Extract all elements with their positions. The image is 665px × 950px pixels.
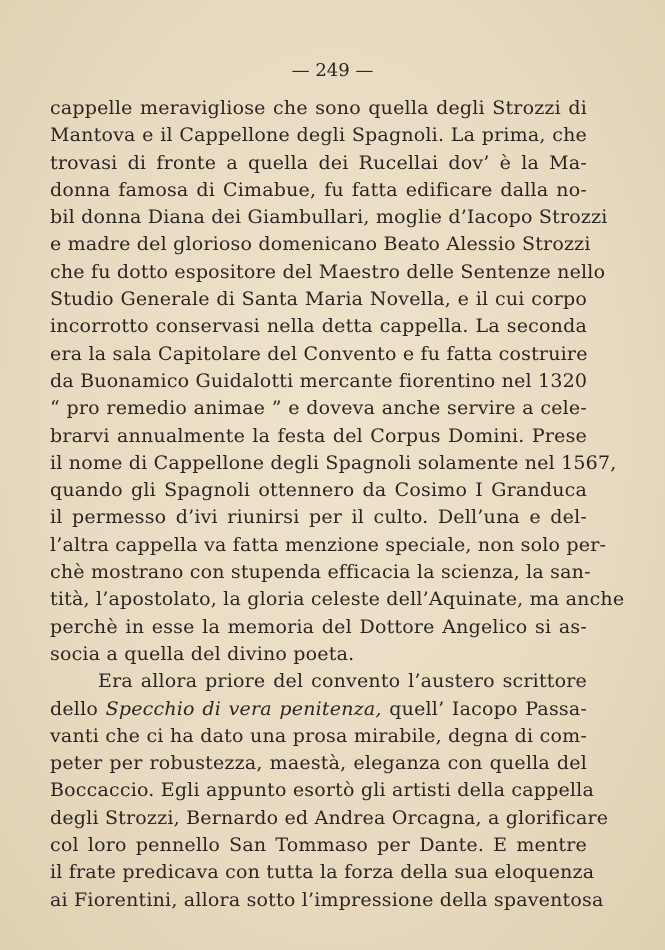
text-line [50, 696, 587, 723]
text-line: “ pro remedio animae ” e doveva anche servire a cele- [50, 397, 587, 420]
text-line: Era allora priore del convento l’austero scrittore [98, 670, 587, 693]
text-line: il nome di Cappellone degli Spagnoli solamente nel 1567, [50, 451, 617, 474]
text-line: il permesso d’ivi riunirsi per il culto. Dell’una e del- [50, 506, 587, 529]
text-line: Mantova e il Cappellone degli Spagnoli. La prima, che [50, 124, 587, 147]
text-line: da Buonamico Guidalotti mercante fiorentino nel 1320 [50, 369, 588, 392]
text-line: Boccaccio. Egli appunto esortò gli artisti della cappella [50, 779, 594, 802]
text-line: socia a quella del divino poeta. [50, 642, 355, 665]
body-text [50, 95, 625, 914]
text-line: incorrotto conservasi nella detta cappella. La seconda [50, 315, 587, 338]
text-line: donna famosa di Cimabue, fu fatta edificare dalla no- [50, 178, 587, 201]
text-line: cappelle meravigliose che sono quella degli Strozzi di [50, 97, 587, 119]
text-line: peter per robustezza, maestà, eleganza con quella del [50, 752, 587, 775]
book-title: Specchio di vera penitenza, [105, 697, 382, 720]
text-line: trovasi di fronte a quella dei Rucellai dov’ è la Ma- [50, 151, 587, 174]
text-line: quando gli Spagnoli ottennero da Cosimo I Granduca [50, 479, 587, 502]
text-line: vanti che ci ha dato una prosa mirabile, degna di com- [50, 724, 587, 747]
text-line: perchè in esse la memoria del Dottore Angelico si as- [50, 615, 587, 638]
text-line: che fu dotto espositore del Maestro delle Sentenze nello [50, 260, 606, 283]
text-line: brarvi annualmente la festa del Corpus Domini. Prese [50, 424, 587, 447]
text-line: Studio Generale di Santa Maria Novella, e il cui corpo [50, 288, 587, 311]
paragraph-1 [50, 95, 625, 668]
paragraph-2-rest [50, 723, 609, 914]
text-line: col loro pennello San Tommaso per Dante. E mentre [50, 834, 587, 857]
text-line: l’altra cappella va fatta menzione speciale, non solo per- [50, 533, 607, 556]
text-line: chè mostrano con stupenda efficacia la scienza, la san- [50, 561, 591, 584]
text-segment: dello [50, 697, 106, 720]
text-line: era la sala Capitolare del Convento e fu fatta costruire [50, 342, 588, 365]
text-line: tità, l’apostolato, la gloria celeste dell’Aquinate, ma anche [50, 588, 625, 611]
text-line: degli Strozzi, Bernardo ed Andrea Orcagna, a glorificare [50, 806, 609, 829]
text-line: bil donna Diana dei Giambullari, moglie d’Iacopo Strozzi [50, 206, 608, 229]
text-line: ai Fiorentini, allora sotto l’impressione della spaventosa [50, 888, 604, 911]
text-segment: quell’ Iacopo Passa- [381, 697, 587, 720]
text-line: e madre del glorioso domenicano Beato Alessio Strozzi [50, 233, 591, 256]
text-line: il frate predicava con tutta la forza della sua eloquenza [50, 861, 595, 884]
page-number: — 249 — [291, 60, 374, 81]
paragraph-2 [50, 668, 609, 914]
